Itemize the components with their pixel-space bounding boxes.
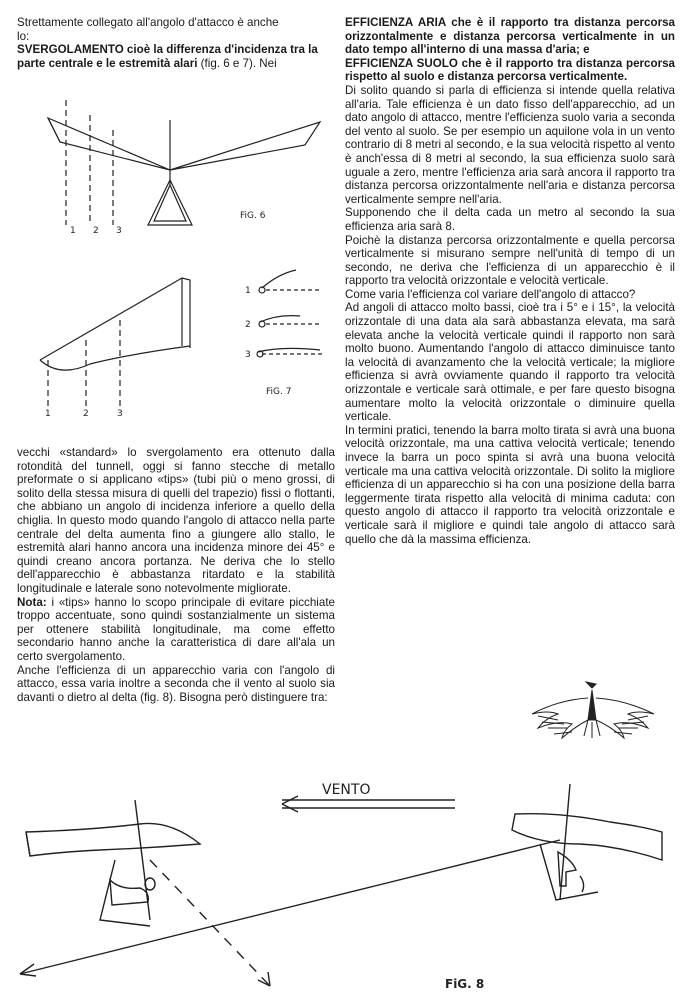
left-column-top: [17, 16, 335, 70]
fig7-label: FiG. 7: [266, 387, 292, 397]
fig7-side-mark-2: 2: [245, 320, 251, 330]
figure-6: [40, 90, 330, 240]
figure-8: [0, 760, 689, 997]
right-paragraph-6: In termini pratici, tenendo la barra molto tirata si avrà una buona velocità orizzontale, ma una cattiva velocità verticale; tenendo invece la barra un poco spinta si avrà una buona velocità verticale ma una cattiva velocità orizzontale. Di solito la migliore efficienza di un apparecchio si ha con una posizione della barra leggermente tirata rispetto alla velocità di minima caduta: con questo angolo di attacco il rapporto tra velocità orizzontale e verticale sarà il migliore e quindi tale angolo di attacco sarà quello che dà la massima efficienza.: [345, 423, 675, 546]
efficienza-aria-text: EFFICIENZA ARIA che è il rapporto tra distanza percorsa orizzontalmente e distanza percorsa verticalmente in un dato tempo all'interno di una massa d'aria; e: [345, 16, 675, 57]
svergolamento-definition: SVERGOLAMENTO cioè la differenza d'incidenza tra la parte centrale e le estremità alari: [17, 43, 318, 70]
svergolamento-continued: vecchi «standard» lo svergolamento era ottenuto dalla rotondità del tunnell, oggi si fanno stecche di metallo preformate o si applicano «tips» (tubi più o meno grossi, di solito della stessa misura di quelli del trapezio) fissi o flottanti, che abbiano un angolo di incidenza inferiore a quello della chiglia. In questo modo quando l'angolo di attacco nella parte centrale del delta aumenta fino a giungere allo stallo, le estremità alari hanno ancora una incidenza minore dei 45° e quindi creano ancora portanza. Ne deriva che lo stello dell'apparecchio è abbastanza ritardato e la stabilità longitudinale e laterale sono notevolmente migliorate.: [17, 446, 335, 595]
right-paragraph-4: Come varia l'efficienza col variare dell'angolo di attacco?: [345, 287, 636, 301]
svergolamento-ref: (fig. 6 e 7). Nei: [197, 56, 277, 70]
svergolamento-paragraph: [17, 43, 335, 70]
efficienza-suolo-definition: [345, 57, 675, 84]
eagle-emblem-icon: [528, 680, 658, 740]
fig6-mark-2: 2: [93, 226, 99, 236]
left-column-bottom: [17, 446, 335, 704]
fig6-mark-3: 3: [116, 226, 122, 236]
right-paragraph-2: Supponendo che il delta cada un metro al secondo la sua efficienza aria sarà 8.: [345, 206, 675, 233]
right-paragraph-3: Poichè la distanza percorsa orizzontalmente e quella percorsa verticalmente si misurano sempre nell'unità di tempo di un secondo, ne deriva che l'efficienza di un apparecchio è il rapporto tra velocità orizzontale e velocità verticale.: [345, 233, 675, 288]
nota-text: i «tips» hanno lo scopo principale di evitare picchiate troppo accentuate, sono quindi sostanzialmente un sistema per ottenere stabilità longitudinale, ma come effetto secondario hanno anche la caratteristica di dare all'ala un certo svergolamento.: [17, 595, 335, 663]
nota-paragraph: [17, 596, 335, 664]
efficienza-aria-definition: [345, 16, 675, 57]
fig7-mark-1: 1: [45, 409, 51, 419]
efficienza-suolo-text: EFFICIENZA SUOLO che è il rapporto tra distanza percorsa rispetto al suolo e distanza percorsa verticalmente.: [345, 56, 675, 84]
right-column: [345, 16, 675, 546]
intro-line: Strettamente collegato all'angolo d'attacco è anche: [17, 16, 279, 29]
fig7-side-mark-1: 1: [245, 286, 251, 296]
right-paragraph-1: Di solito quando si parla di efficienza si intende quella relativa all'aria. Tale efficienza è un dato fisso dell'apparecchio, ad un dato angolo di attacco, mentre l'efficienza suolo varia a seconda del vento al suolo. Se per esempio un aquilone vola in un vento contrario di 8 metri al secondo, e la sua velocità rispetto al vento è anch'essa di 8 metri al secondo, la sua efficienza suolo sarà uguale a zero, mentre l'efficienza aria sarà ancora il rapporto tra distanza percorsa orizzontalmente nell'aria e distanza percorsa verticalmente sempre nell'aria.: [345, 83, 675, 206]
wind-label: VENTO: [322, 782, 371, 798]
efficienza-intro: Anche l'efficienza di un apparecchio varia con l'angolo di attacco, essa varia inoltre a seconda che il vento al suolo sia davanti o dietro al delta (fig. 8). Bisogna però distinguere tra:: [17, 663, 335, 704]
fig7-mark-2: 2: [83, 409, 89, 419]
right-paragraph-5: Ad angoli di attacco molto bassi, cioè tra i 5° e i 15°, la velocità orizzontale di una data ala sarà abbastanza elevata, ma sarà elevata anche la velocità verticale quindi il rapporto non sarà molto buono. Aumentando l'angolo di attacco diminuisce tanto la velocità di avanzamento che la velocità verticale; la migliore efficienza si avrà ovviamente quando il rapporto tra velocità orizzontale e verticale sarà ottimale, e per fare questo bisogna aumentare molto la velocità orizzontale o diminuire quella verticale.: [345, 301, 675, 424]
nota-label: Nota:: [17, 595, 47, 609]
fig7-side-mark-3: 3: [245, 350, 251, 360]
fig8-label: FiG. 8: [445, 977, 485, 991]
fig6-label: FiG. 6: [240, 211, 266, 221]
fig7-mark-3: 3: [117, 409, 123, 419]
figure-7: [30, 268, 340, 418]
fig6-mark-1: 1: [70, 226, 76, 236]
intro-line-2: lo:: [17, 29, 30, 43]
